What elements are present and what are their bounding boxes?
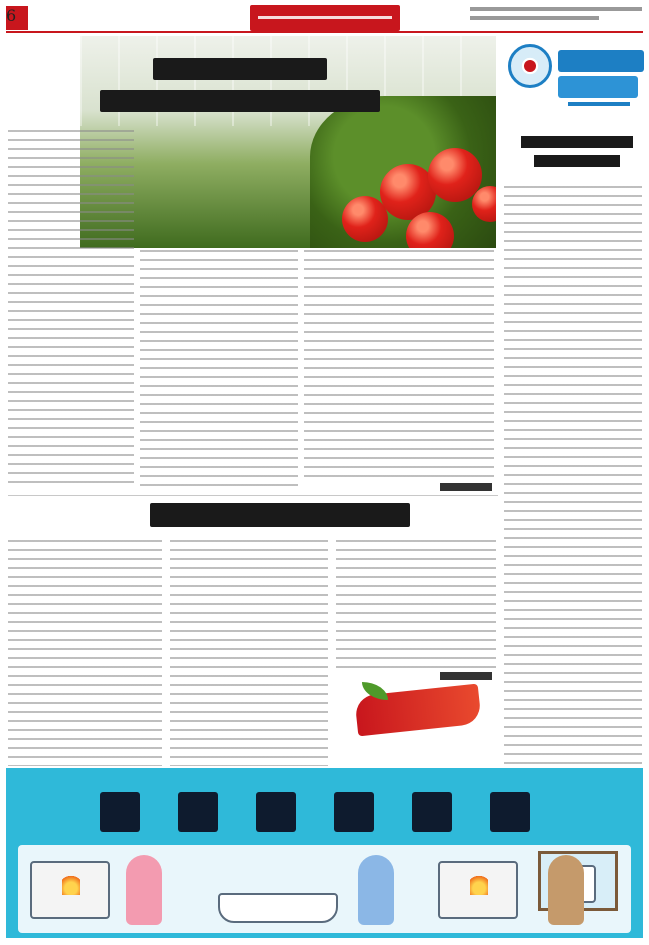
lead-article-credit: [440, 483, 492, 491]
gas-stove-icon: [30, 861, 110, 919]
science-association-badge-icon: [508, 44, 552, 88]
water-heater-icon: [438, 861, 518, 919]
page-number: 6: [6, 6, 17, 25]
sidebar-question-heading: [516, 136, 638, 174]
banner-title-char: [256, 792, 296, 832]
sidebar-banner-line1: [558, 50, 644, 72]
person-figure: [548, 855, 584, 925]
sidebar-question: [521, 136, 633, 148]
lead-article-column-1: [8, 130, 134, 488]
second-headline: [150, 503, 410, 527]
banner-title-char: [412, 792, 452, 832]
second-article-column-2: [170, 540, 328, 766]
tomato: [342, 196, 388, 242]
lead-article-column-2: [140, 250, 298, 490]
second-article-column-1: [8, 540, 162, 766]
safety-illustration: [18, 845, 631, 933]
banner-title-char: [334, 792, 374, 832]
page-number-box: [6, 6, 28, 30]
flame-icon: [470, 873, 488, 895]
banner-title-char: [178, 792, 218, 832]
person-figure: [126, 855, 162, 925]
lead-headline-line2: [100, 90, 380, 112]
issue-editor: [470, 16, 599, 20]
lead-headline-line1: [153, 58, 327, 80]
banner-title: [100, 792, 530, 832]
flame-icon: [62, 873, 80, 895]
banner-title-char: [100, 792, 140, 832]
issue-meta: [470, 7, 642, 25]
lead-headline: [100, 58, 380, 138]
header-rule: [6, 31, 643, 33]
sidebar-banner-line2: [558, 76, 638, 98]
person-figure: [358, 855, 394, 925]
issue-date: [470, 7, 642, 11]
lead-article-column-3: [304, 250, 494, 480]
newspaper-masthead-logo: [250, 5, 400, 31]
second-article-credit: [440, 672, 492, 680]
science-sidebar: [500, 36, 645, 891]
article-divider: [8, 495, 498, 496]
banner-title-char: [490, 792, 530, 832]
bathtub-icon: [218, 893, 338, 923]
second-article-column-3: [336, 540, 496, 670]
page-header: [0, 0, 649, 36]
sidebar-association: [568, 102, 630, 106]
modern-agriculture-logo: [356, 680, 480, 740]
sidebar-question-line2: [534, 155, 619, 167]
